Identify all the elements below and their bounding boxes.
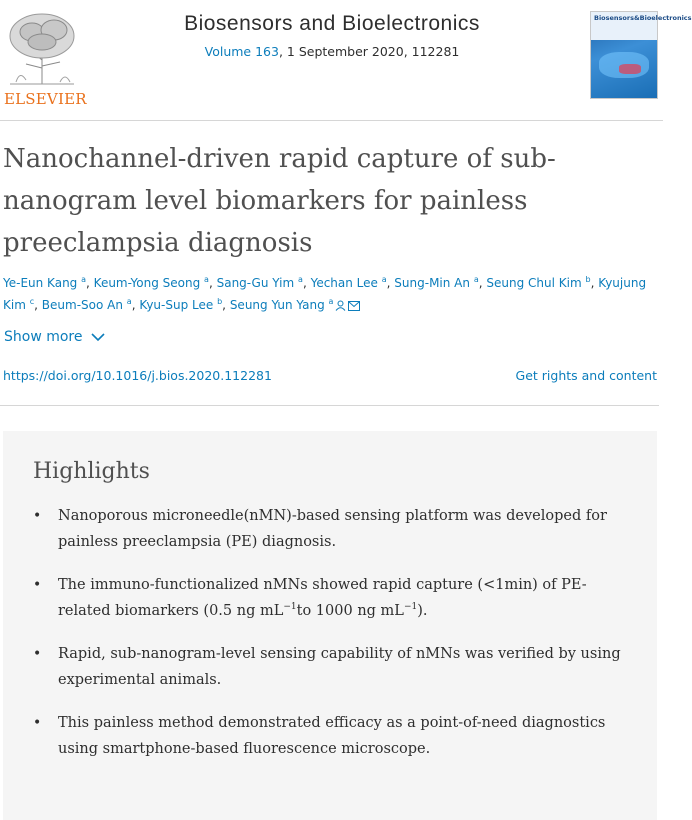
- author-link[interactable]: [217, 276, 303, 290]
- affiliation-marker: b: [217, 297, 223, 306]
- author-separator: ,: [386, 276, 395, 290]
- author-name: Seung Chul Kim: [486, 276, 582, 290]
- author-name: Seung Yun Yang: [229, 298, 325, 312]
- volume-link[interactable]: Volume 163: [204, 44, 279, 59]
- show-more-button[interactable]: [4, 329, 105, 345]
- article-title: Nanochannel-driven rapid capture of sub-nanogram level biomarkers for painless preeclampsia diagnosis: [3, 144, 556, 258]
- superscript: −1: [403, 602, 418, 613]
- author-name: Keum-Yong Seong: [93, 276, 201, 290]
- person-icon[interactable]: [335, 300, 346, 311]
- author-link[interactable]: [139, 298, 222, 312]
- show-more-label: Show more: [4, 329, 83, 345]
- superscript: −1: [283, 602, 297, 613]
- affiliation-marker: a: [328, 297, 334, 306]
- author-name: Kyujung Kim: [3, 276, 647, 312]
- author-link[interactable]: [94, 276, 209, 290]
- affiliation-marker: b: [585, 275, 591, 284]
- envelope-icon[interactable]: [348, 301, 360, 311]
- author-name: Beum-Soo An: [41, 298, 123, 312]
- bullet-icon: •: [33, 715, 42, 731]
- highlights-panel: [3, 431, 657, 820]
- affiliation-marker: a: [298, 275, 303, 284]
- author-separator: ,: [34, 298, 42, 312]
- author-separator: ,: [590, 276, 599, 290]
- highlight-item: [33, 572, 633, 624]
- author-link[interactable]: [3, 276, 86, 290]
- journal-cover-image[interactable]: [590, 11, 692, 99]
- doi-link[interactable]: https://doi.org/10.1016/j.bios.2020.112281: [3, 368, 272, 383]
- author-separator: ,: [222, 298, 230, 312]
- affiliation-marker: c: [29, 297, 35, 306]
- author-separator: ,: [208, 276, 217, 290]
- cover-title: Biosensors&Bioelectronics: [594, 14, 692, 22]
- author-name: Sang-Gu Yim: [216, 276, 295, 290]
- bullet-icon: •: [33, 508, 42, 524]
- publisher-name: ELSEVIER: [4, 90, 87, 108]
- journal-title[interactable]: Biosensors and Bioelectronics: [184, 12, 480, 35]
- author-separator: ,: [86, 276, 94, 290]
- bullet-icon: •: [33, 577, 42, 593]
- author-separator: ,: [131, 298, 140, 312]
- highlights-list: [33, 503, 633, 779]
- highlight-text-part: ).: [417, 603, 428, 619]
- rights-link[interactable]: Get rights and content: [515, 368, 657, 383]
- section-divider: [0, 405, 659, 406]
- header-divider: [0, 120, 663, 121]
- highlight-text: Rapid, sub-nanogram-level sensing capability of nMNs was verified by using experimental animals.: [58, 646, 621, 688]
- highlight-item: [33, 641, 633, 693]
- highlight-text-part: to 1000 ng mL: [296, 603, 404, 619]
- article-header: [0, 0, 692, 110]
- elsevier-logo[interactable]: [2, 8, 87, 108]
- author-separator: ,: [302, 276, 311, 290]
- highlights-heading: Highlights: [33, 459, 150, 484]
- highlight-text-part: The immuno-functionalized nMNs showed rapid capture (<1min) of PE-related biomarkers (0.5 ng mL: [58, 577, 587, 619]
- journal-issue-info: [100, 44, 564, 59]
- author-name: Sung-Min An: [394, 276, 470, 290]
- author-link[interactable]: [394, 276, 478, 290]
- author-link[interactable]: [486, 276, 590, 290]
- affiliation-marker: a: [473, 275, 479, 284]
- highlight-text: This painless method demonstrated efficacy as a point-of-need diagnostics using smartphone-based fluorescence microscope.: [58, 715, 606, 757]
- highlight-text: Nanoporous microneedle(nMN)-based sensing platform was developed for painless preeclampsia (PE) diagnosis.: [58, 508, 607, 550]
- author-link[interactable]: [311, 276, 387, 290]
- affiliation-marker: a: [381, 275, 387, 284]
- chevron-down-icon: [91, 332, 105, 342]
- author-separator: ,: [478, 276, 487, 290]
- affiliation-marker: a: [81, 275, 87, 284]
- cover-graphic-accent: [619, 64, 641, 74]
- author-list: [3, 272, 659, 316]
- highlight-item: [33, 503, 633, 555]
- elsevier-tree-logo: [2, 8, 82, 88]
- highlight-text: [58, 577, 587, 619]
- author-name: Yechan Lee: [310, 276, 378, 290]
- highlight-item: [33, 710, 633, 762]
- author-link[interactable]: [42, 298, 132, 312]
- affiliation-marker: a: [126, 297, 132, 306]
- author-link[interactable]: [230, 298, 334, 312]
- bullet-icon: •: [33, 646, 42, 662]
- affiliation-marker: a: [204, 275, 209, 284]
- author-name: Kyu-Sup Lee: [139, 298, 214, 312]
- author-name: Ye-Eun Kang: [3, 276, 78, 290]
- issue-date: , 1 September 2020, 112281: [278, 44, 460, 59]
